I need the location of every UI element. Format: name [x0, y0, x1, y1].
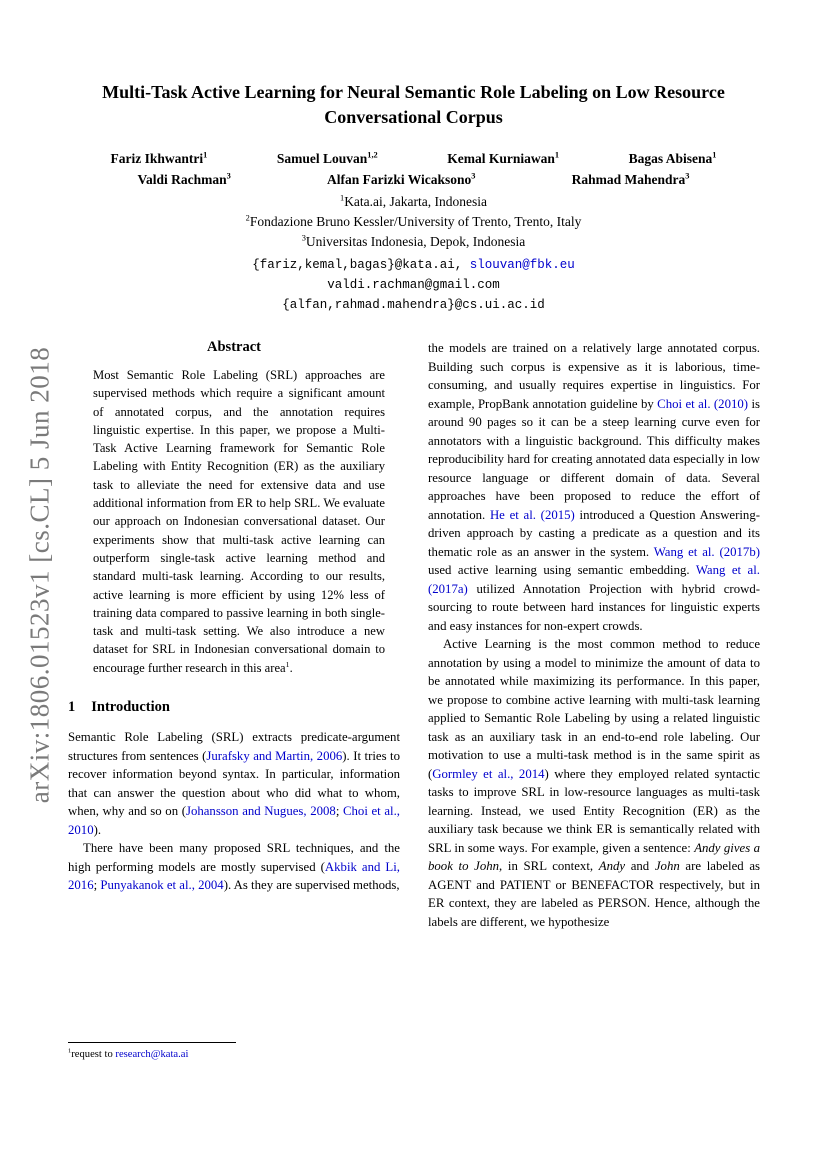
right-column: [428, 339, 760, 931]
author-name: Rahmad Mahendra: [571, 172, 686, 187]
footnote-email-link[interactable]: research@kata.ai: [115, 1049, 189, 1060]
text-segment: introduced a Question Answering-driven approach by casting a predicate as a question and its thematic role as an answer in the system.: [428, 507, 760, 559]
author-affil-sup: 1: [203, 150, 208, 160]
citation-he-2015[interactable]: He et al. (2015): [489, 507, 575, 522]
citation-wang-2017a[interactable]: Wang et al. (2017a): [428, 563, 760, 596]
author-affil-sup: 3: [226, 171, 231, 181]
citation-johansson-nugues-2008[interactable]: Johansson and Nugues, 2008: [185, 804, 336, 819]
superscript: 1: [285, 659, 290, 669]
citation-wang-2017b[interactable]: Wang et al. (2017b): [653, 544, 760, 559]
text-segment: ) where they employed related syntactic tasks to improve SRL in low-resource languages as multi-task learning. Instead, we used Entity Recognition (ER) as the auxiliary task because we think ER is semantically related with SRL in some ways. For example, given a sentence:: [428, 766, 760, 855]
paragraph: [428, 635, 760, 931]
left-column: [68, 339, 400, 931]
author-name: Bagas Abisena: [628, 151, 713, 166]
text-segment: request to: [71, 1049, 116, 1060]
text-segment: Most Semantic Role Labeling (SRL) approaches are supervised methods which require a significant amount of annotated corpus, and the annotation requires linguistic expertise. In this paper, we propose a Multi-Task Active Learning framework for Semantic Role Labeling with Entity Recognition (ER) as the auxiliary task to alleviate the need for extensive data and use additional information from ER to help SRL. We evaluate our approach on Indonesian conversational dataset. Our experiments show that multi-task active learning can outperform single-task active learning method and standard multi-task learning. According to our results, active learning is more efficient by using 12% less of training data compared to passive learning in both single-task and multi-task setting. We also introduce a new dataset for SRL in Indonesian conversational domain to encourage further research in this area: [93, 368, 385, 675]
email-line-1: [0, 255, 827, 275]
text-segment: ;: [93, 878, 101, 893]
text-segment: {alfan,rahmad.mahendra}@cs.ui.ac.id: [282, 298, 545, 312]
footnote-block: [68, 1042, 401, 1062]
superscript: 1: [68, 1047, 72, 1055]
citation-choi-2010[interactable]: Choi et al., 2010: [68, 804, 400, 837]
text-segment: John: [654, 859, 680, 873]
text-segment: valdi.rachman@gmail.com: [327, 278, 500, 292]
text-segment: {fariz,kemal,bagas}@kata.ai,: [252, 258, 470, 272]
author-valdi-rachman: [138, 169, 231, 190]
footnote: [68, 1048, 401, 1062]
text-segment: ). It tries to recover information beyond syntax. In particular, information that can answer the question about who did what to whom, when, why and so on (: [68, 748, 400, 819]
affil-text: Universitas Indonesia, Depok, Indonesia: [305, 234, 526, 249]
section-heading-introduction: [68, 699, 400, 716]
author-affil-sup: 3: [471, 171, 476, 181]
email-link-slouvan[interactable]: slouvan@fbk.eu: [469, 258, 575, 272]
author-bagas-abisena: [629, 148, 717, 169]
text-segment: Active Learning is the most common method to reduce annotation by using a model to minimize the amount of data to be annotated while maximizing its performance. In this paper, we propose to combine active learning with multi-task learning applied to Semantic Role Labeling by using a related linguistic task as an auxiliary task in an end-to-end role labeling. Our motivation to use a multi-task method is in the same spirit as (: [428, 637, 760, 781]
two-column-body: [68, 339, 760, 931]
citation-jurafsky-martin-2006[interactable]: Jurafsky and Martin, 2006: [206, 748, 343, 763]
paragraph: [68, 839, 400, 895]
paper-title: Multi-Task Active Learning for Neural Semantic Role Labeling on Low Resource Conversational Corpus: [102, 82, 725, 127]
affil-text: Fondazione Bruno Kessler/University of Trento, Trento, Italy: [249, 214, 582, 229]
author-rahmad-mahendra: [572, 169, 690, 190]
text-segment: There have been many proposed SRL techniques, and the high performing models are mostly supervised (: [68, 841, 400, 874]
authors-row-1: [111, 148, 717, 169]
abstract-heading: Abstract: [207, 339, 261, 355]
author-alfan-farizki-wicaksono: [327, 169, 475, 190]
text-segment: ). As they are supervised methods,: [223, 878, 400, 893]
affil-text: Kata.ai, Jakarta, Indonesia: [344, 194, 487, 209]
section-title: Introduction: [91, 699, 170, 716]
text-segment: the models are trained on a relatively large annotated corpus. Building such corpus is expensive as it is laborious, time-consuming, and usually requires expertise in linguistics. For example, PropBank annotation guideline by: [428, 341, 760, 411]
text-segment: are labeled as AGENT and PATIENT or BENEFACTOR respectively, but in ER context, they are labeled as PERSON. Hence, although the labels are different, we hypothesize: [428, 859, 761, 929]
affiliation-fbk-trento: [0, 212, 827, 232]
citation-akbik-li-2016[interactable]: Akbik and Li, 2016: [68, 859, 400, 893]
text-segment: and: [625, 859, 655, 873]
affil-sup: 2: [245, 213, 250, 223]
author-name: Samuel Louvan: [276, 151, 368, 166]
author-affil-sup: 1: [712, 150, 717, 160]
abstract-section: [68, 339, 400, 677]
text-segment: , in SRL context,: [499, 859, 599, 873]
text-segment: ;: [335, 804, 343, 819]
author-samuel-louvan: [277, 148, 378, 169]
author-affil-sup: 1,2: [367, 150, 378, 160]
paragraph: [428, 339, 760, 635]
affiliations: [0, 192, 827, 252]
paragraph: [68, 728, 400, 839]
arxiv-watermark: arXiv:1806.01523v1 [cs.CL] 5 Jun 2018: [24, 346, 55, 804]
text-segment: utilized Annotation Projection with hybrid crowd-sourcing to route between hard instances for linguistic experts and easy instances for non-expert crowds.: [428, 581, 760, 633]
author-affil-sup: 1: [554, 150, 560, 160]
author-name: Valdi Rachman: [137, 172, 227, 187]
footnote-rule: [68, 1042, 236, 1043]
email-line-3: [0, 295, 827, 315]
author-name: Kemal Kurniawan: [447, 151, 555, 166]
authors-row-2: [138, 169, 690, 190]
text-segment: is around 90 pages so it can be a steep learning curve even for annotators with a linguistic background. This difficulty makes reproducibility hard for creating annotated data especially in low resource language or different domain of data. Several approaches have been proposed to reduce the effort of annotation.: [428, 396, 760, 522]
author-affil-sup: 3: [685, 171, 690, 181]
text-segment: ).: [93, 822, 102, 837]
text-segment: used active learning using semantic embedding.: [428, 563, 696, 577]
text-segment: Andy: [598, 859, 626, 873]
affil-sup: 1: [340, 193, 345, 203]
author-fariz-ikhwantri: [111, 148, 208, 169]
text-segment: .: [289, 660, 293, 675]
section-number: 1: [68, 699, 76, 716]
abstract-text: [68, 366, 400, 677]
author-name: Fariz Ikhwantri: [110, 151, 204, 166]
citation-choi-2010[interactable]: Choi et al. (2010): [657, 396, 749, 411]
author-emails: [0, 255, 827, 315]
text-segment: Semantic Role Labeling (SRL) extracts predicate-argument structures from sentences (: [68, 730, 400, 763]
text-segment: Andy gives a book to John: [428, 840, 760, 873]
email-line-2: [0, 275, 827, 295]
citation-gormley-2014[interactable]: Gormley et al., 2014: [432, 766, 545, 781]
affiliation-kata-ai: [0, 192, 827, 212]
author-name: Alfan Farizki Wicaksono: [327, 172, 472, 187]
citation-punyakanok-2004[interactable]: Punyakanok et al., 2004: [100, 878, 224, 893]
affil-sup: 3: [301, 233, 306, 243]
affiliation-universitas-indonesia: [0, 232, 827, 252]
author-kemal-kurniawan: [447, 148, 559, 169]
